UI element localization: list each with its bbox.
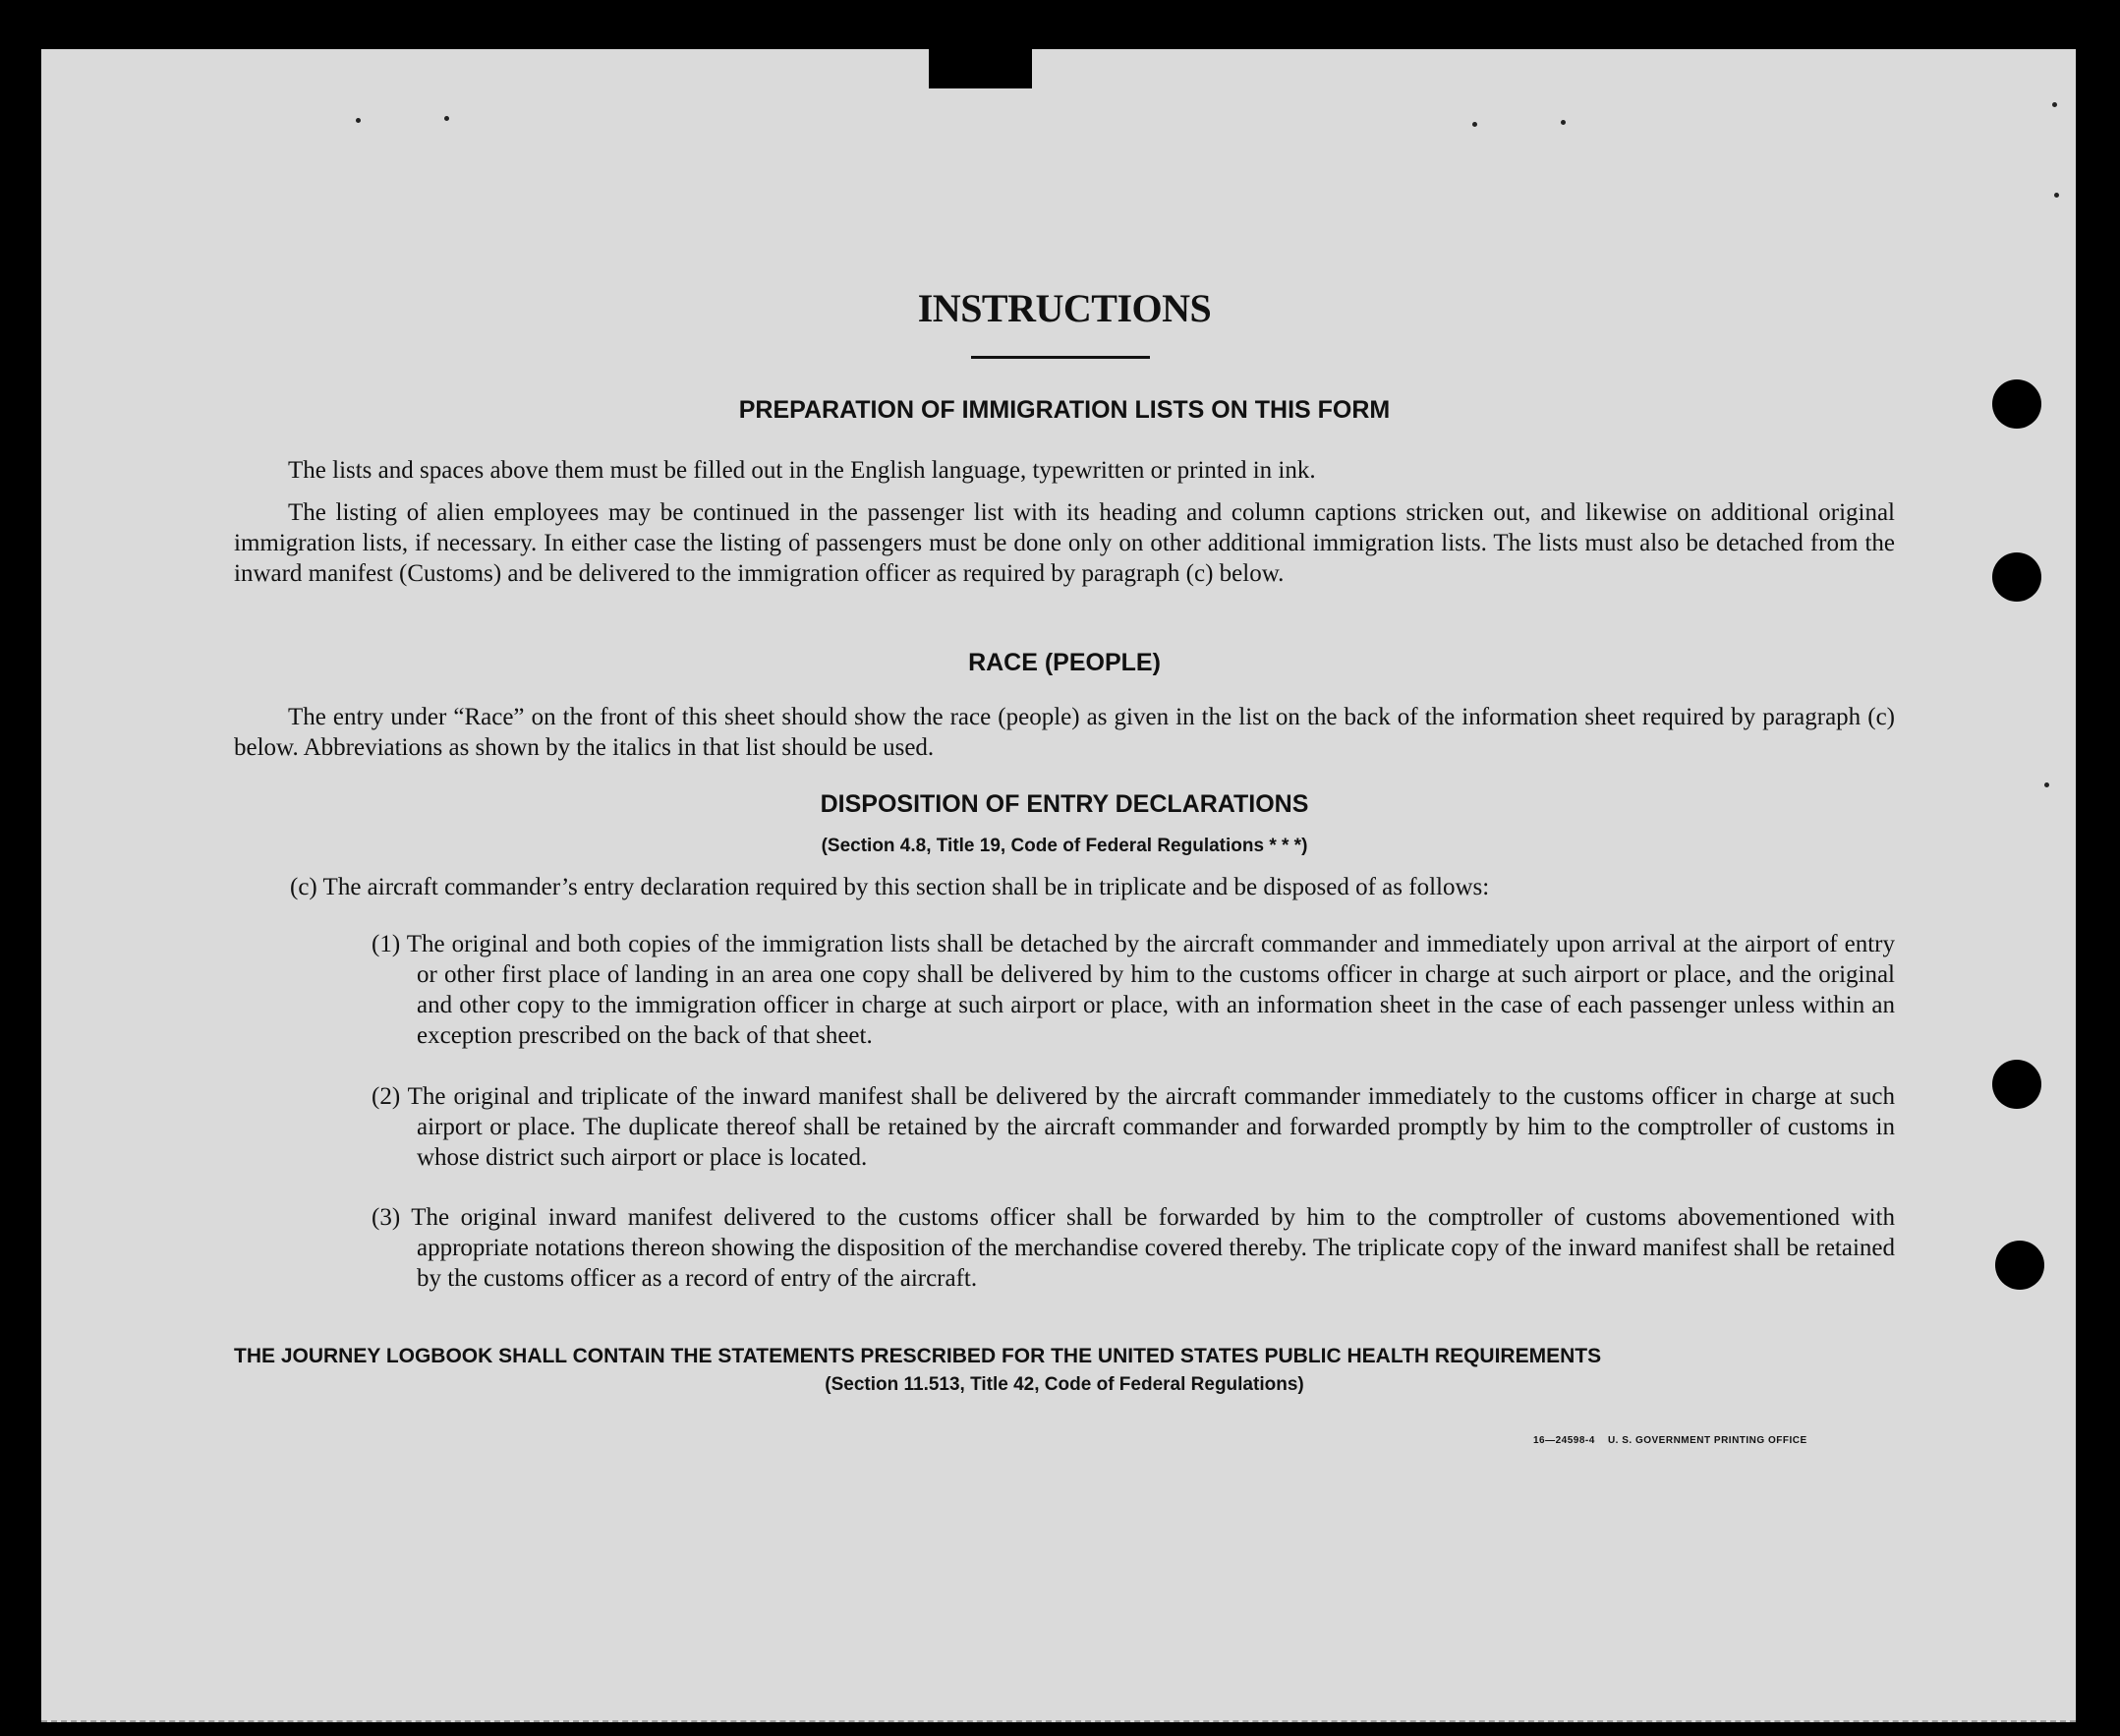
binder-hole (1992, 1060, 2041, 1109)
speck (2044, 782, 2049, 787)
paragraph: The lists and spaces above them must be filled out in the English language, typewritten or printed in ink. (288, 457, 1316, 484)
binder-hole (1995, 1241, 2044, 1290)
page-title: INSTRUCTIONS (917, 286, 1212, 330)
document-body (234, 0, 1895, 1736)
speck (2052, 102, 2057, 107)
list-item (336, 1081, 1895, 1173)
paragraph: The listing of alien employees may be continued in the passenger list with its heading and column captions stricken out, and likewise on additional original immigration lists, if necessary. In either case the listing of passengers must be done only on other additional immigration lists. The lists must also be detached from the inward manifest (Customs) and be delivered to the immigration officer as required by paragraph (c) below. (234, 499, 1895, 587)
list-item (336, 929, 1895, 1051)
section-heading-preparation: PREPARATION OF IMMIGRATION LISTS ON THIS FORM (738, 396, 1391, 424)
printing-office-imprint (1533, 1435, 1807, 1446)
speck (2054, 193, 2059, 198)
item-text: The original inward manifest delivered to the customs officer shall be forwarded by him to the comptroller of customs abovementioned with appropriate notations thereon showing the disposition of the merchandise covered thereby. The triplicate copy of the inward manifest shall be retained by the customs officer as a record of entry of the aircraft. (411, 1204, 1895, 1292)
list-item (336, 1202, 1895, 1294)
item-number: (1) (372, 931, 401, 957)
section-heading-race: RACE (PEOPLE) (968, 649, 1161, 676)
binder-hole (1992, 379, 2041, 429)
health-requirements-statement: THE JOURNEY LOGBOOK SHALL CONTAIN THE STATEMENTS PRESCRIBED FOR THE UNITED STATES PUBLIC HEALTH REQUIREMENTS (234, 1345, 1602, 1367)
title-underline (971, 356, 1150, 359)
item-text: The original and both copies of the immigration lists shall be detached by the aircraft commander and immediately upon arrival at the airport of entry or other first place of landing in an area one copy shall be delivered by him to the customs officer in charge at such airport or place, and the original and other copy to the immigration officer in charge at such airport or place, with an information sheet in the case of each passenger unless within an exception prescribed on the back of that sheet. (406, 931, 1895, 1049)
section-heading-disposition: DISPOSITION OF ENTRY DECLARATIONS (820, 790, 1309, 818)
binder-hole (1992, 552, 2041, 602)
item-number: (2) (372, 1083, 401, 1110)
section-citation: (Section 4.8, Title 19, Code of Federal Regulations * * *) (821, 836, 1308, 856)
item-number: (3) (372, 1204, 401, 1231)
section-intro: (c) The aircraft commander’s entry declaration required by this section shall be in triplicate and be disposed of as follows: (290, 874, 1490, 900)
item-text: The original and triplicate of the inward manifest shall be delivered by the aircraft commander immediately to the customs officer in charge at such airport or place. The duplicate thereof shall be retained by the aircraft commander and forwarded promptly by him to the comptroller of customs in whose district such airport or place is located. (407, 1083, 1895, 1171)
print-code: 16—24598-4 (1533, 1435, 1595, 1446)
paragraph: The entry under “Race” on the front of this sheet should show the race (people) as given in the list on the back of the information sheet required by paragraph (c) below. Abbreviations as shown by the italics in that list should be used. (234, 704, 1895, 761)
printer-name: U. S. GOVERNMENT PRINTING OFFICE (1607, 1435, 1807, 1446)
health-requirements-citation: (Section 11.513, Title 42, Code of Federal Regulations) (825, 1374, 1304, 1395)
